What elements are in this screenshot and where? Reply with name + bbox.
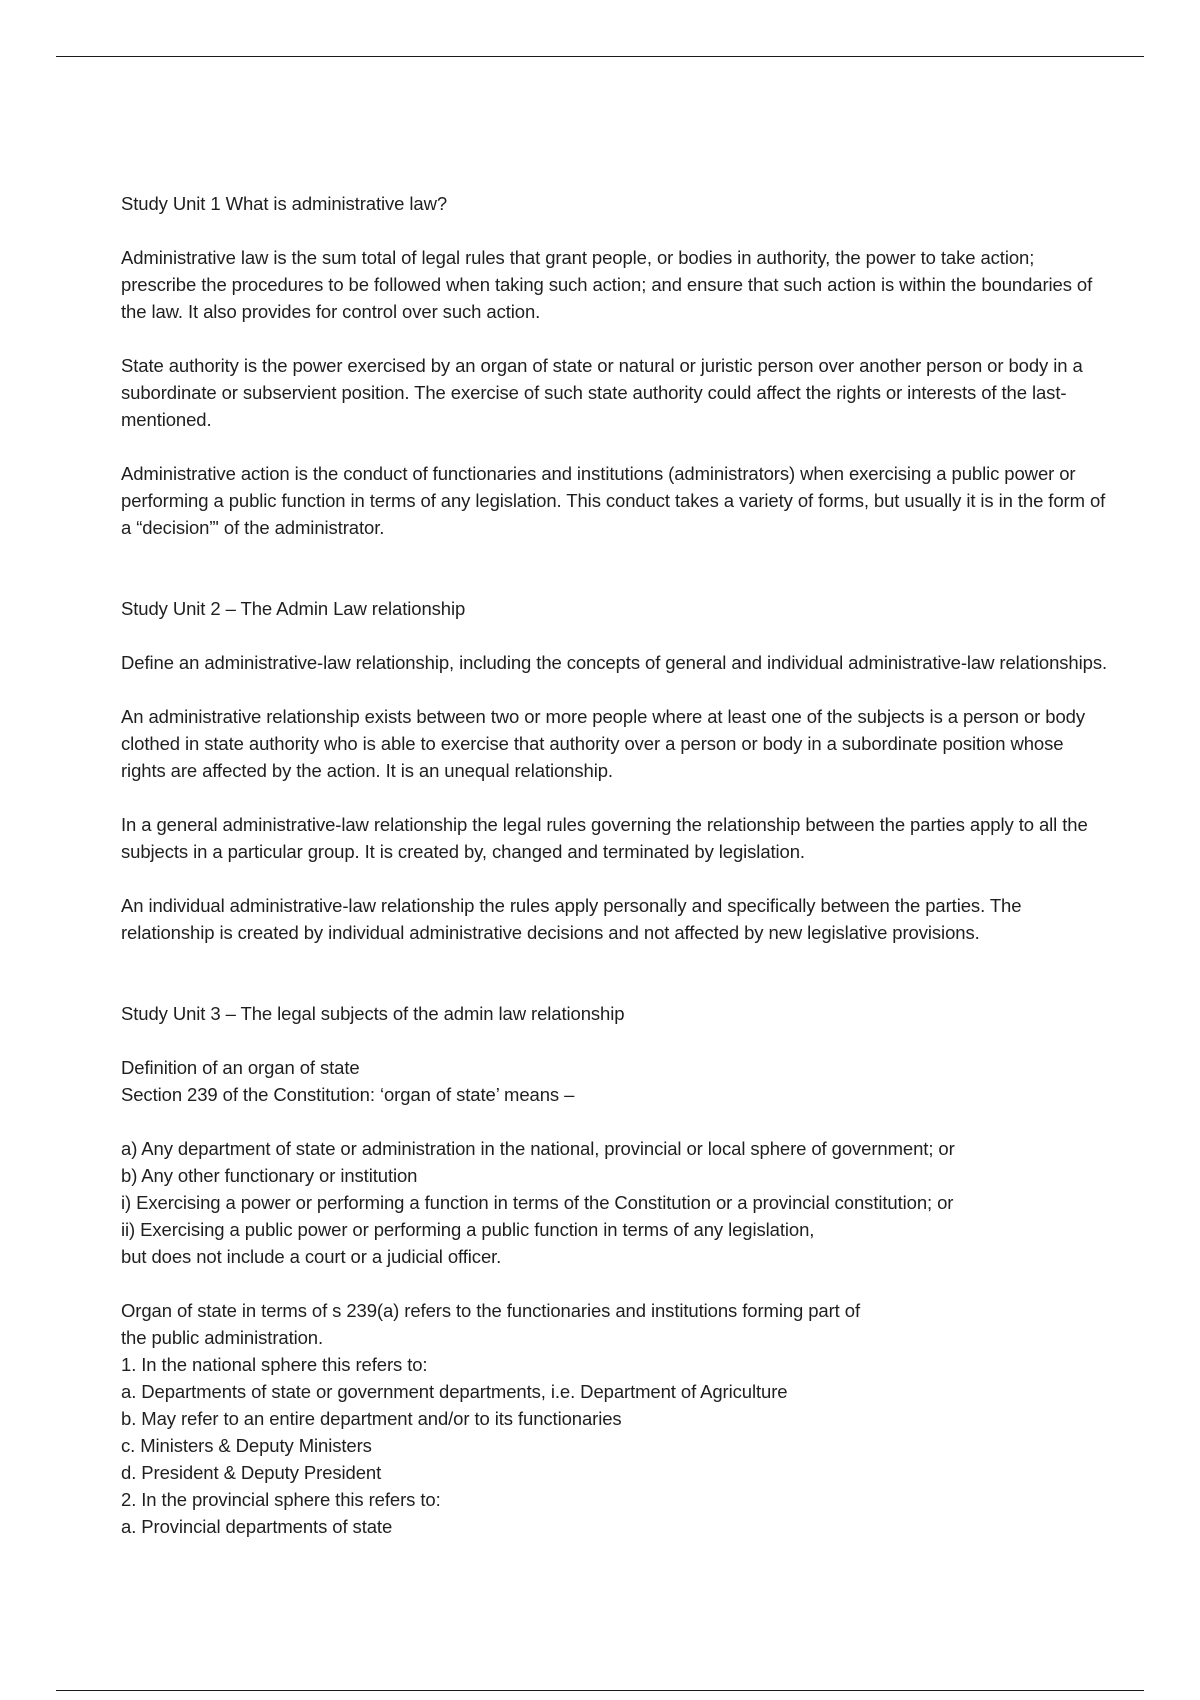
unit-2-paragraph-relationship: An administrative relationship exists between two or more people where at least one of the subjects is a person or body clothed in state authority who is able to exercise that authority over a person or body in a subordinate position whose rights are affected by the action. It is an unequal relationship. <box>121 706 1085 781</box>
national-sphere-heading: 1. In the national sphere this refers to: <box>121 1354 428 1375</box>
section-spacer <box>121 973 1111 1000</box>
list-item: ii) Exercising a public power or performing a public function in terms of any legislation, <box>121 1219 815 1240</box>
footer-rule <box>56 1690 1144 1691</box>
definition-title: Definition of an organ of state <box>121 1057 360 1078</box>
unit-2-paragraph-define: Define an administrative-law relationship, including the concepts of general and individual administrative-law relationships. <box>121 652 1108 673</box>
list-item: c. Ministers & Deputy Ministers <box>121 1435 372 1456</box>
list-item: a. Provincial departments of state <box>121 1516 393 1537</box>
list-item: i) Exercising a power or performing a function in terms of the Constitution or a provincial constitution; or <box>121 1192 954 1213</box>
section-spacer <box>121 568 1111 595</box>
list-item: b) Any other functionary or institution <box>121 1165 418 1186</box>
unit-1-paragraph-admin-action: Administrative action is the conduct of functionaries and institutions (administrators) when exercising a public power or performing a public function in terms of any legislation. This conduct takes a variety of forms, but usually it is in the form of a “decision”' of the administrator. <box>121 463 1106 538</box>
list-exclusion: but does not include a court or a judicial officer. <box>121 1246 502 1267</box>
unit-3-heading: Study Unit 3 – The legal subjects of the admin law relationship <box>121 1003 625 1024</box>
unit-2-heading: Study Unit 2 – The Admin Law relationship <box>121 598 466 619</box>
header-rule <box>56 56 1144 57</box>
study-unit-3 <box>121 1000 1111 1540</box>
unit-2-paragraph-general: In a general administrative-law relationship the legal rules governing the relationship between the parties apply to all the subjects in a particular group. It is created by, changed and terminated by legislation. <box>121 814 1088 862</box>
list-item: b. May refer to an entire department and/or to its functionaries <box>121 1408 622 1429</box>
organ-of-state-line: Organ of state in terms of s 239(a) refers to the functionaries and institutions forming part of <box>121 1300 860 1321</box>
document-body <box>121 190 1111 1540</box>
list-item: a. Departments of state or government departments, i.e. Department of Agriculture <box>121 1381 788 1402</box>
list-item: d. President & Deputy President <box>121 1462 382 1483</box>
organ-of-state-line: the public administration. <box>121 1327 324 1348</box>
unit-2-paragraph-individual: An individual administrative-law relationship the rules apply personally and specifically between the parties. The relationship is created by individual administrative decisions and not affected by new legislative provisions. <box>121 895 1022 943</box>
list-item: a) Any department of state or administration in the national, provincial or local sphere of government; or <box>121 1138 955 1159</box>
unit-1-paragraph-admin-law: Administrative law is the sum total of legal rules that grant people, or bodies in authority, the power to take action; prescribe the procedures to be followed when taking such action; and ensure that such action is within the boundaries of the law. It also provides for control over such action. <box>121 247 1093 322</box>
study-unit-2 <box>121 595 1111 946</box>
unit-1-heading: Study Unit 1 What is administrative law? <box>121 193 448 214</box>
definition-section: Section 239 of the Constitution: ‘organ of state’ means – <box>121 1084 575 1105</box>
unit-1-paragraph-state-authority: State authority is the power exercised by an organ of state or natural or juristic person over another person or body in a subordinate or subservient position. The exercise of such state authority could affect the rights or interests of the last-mentioned. <box>121 355 1083 430</box>
study-unit-1 <box>121 190 1111 541</box>
provincial-sphere-heading: 2. In the provincial sphere this refers to: <box>121 1489 441 1510</box>
